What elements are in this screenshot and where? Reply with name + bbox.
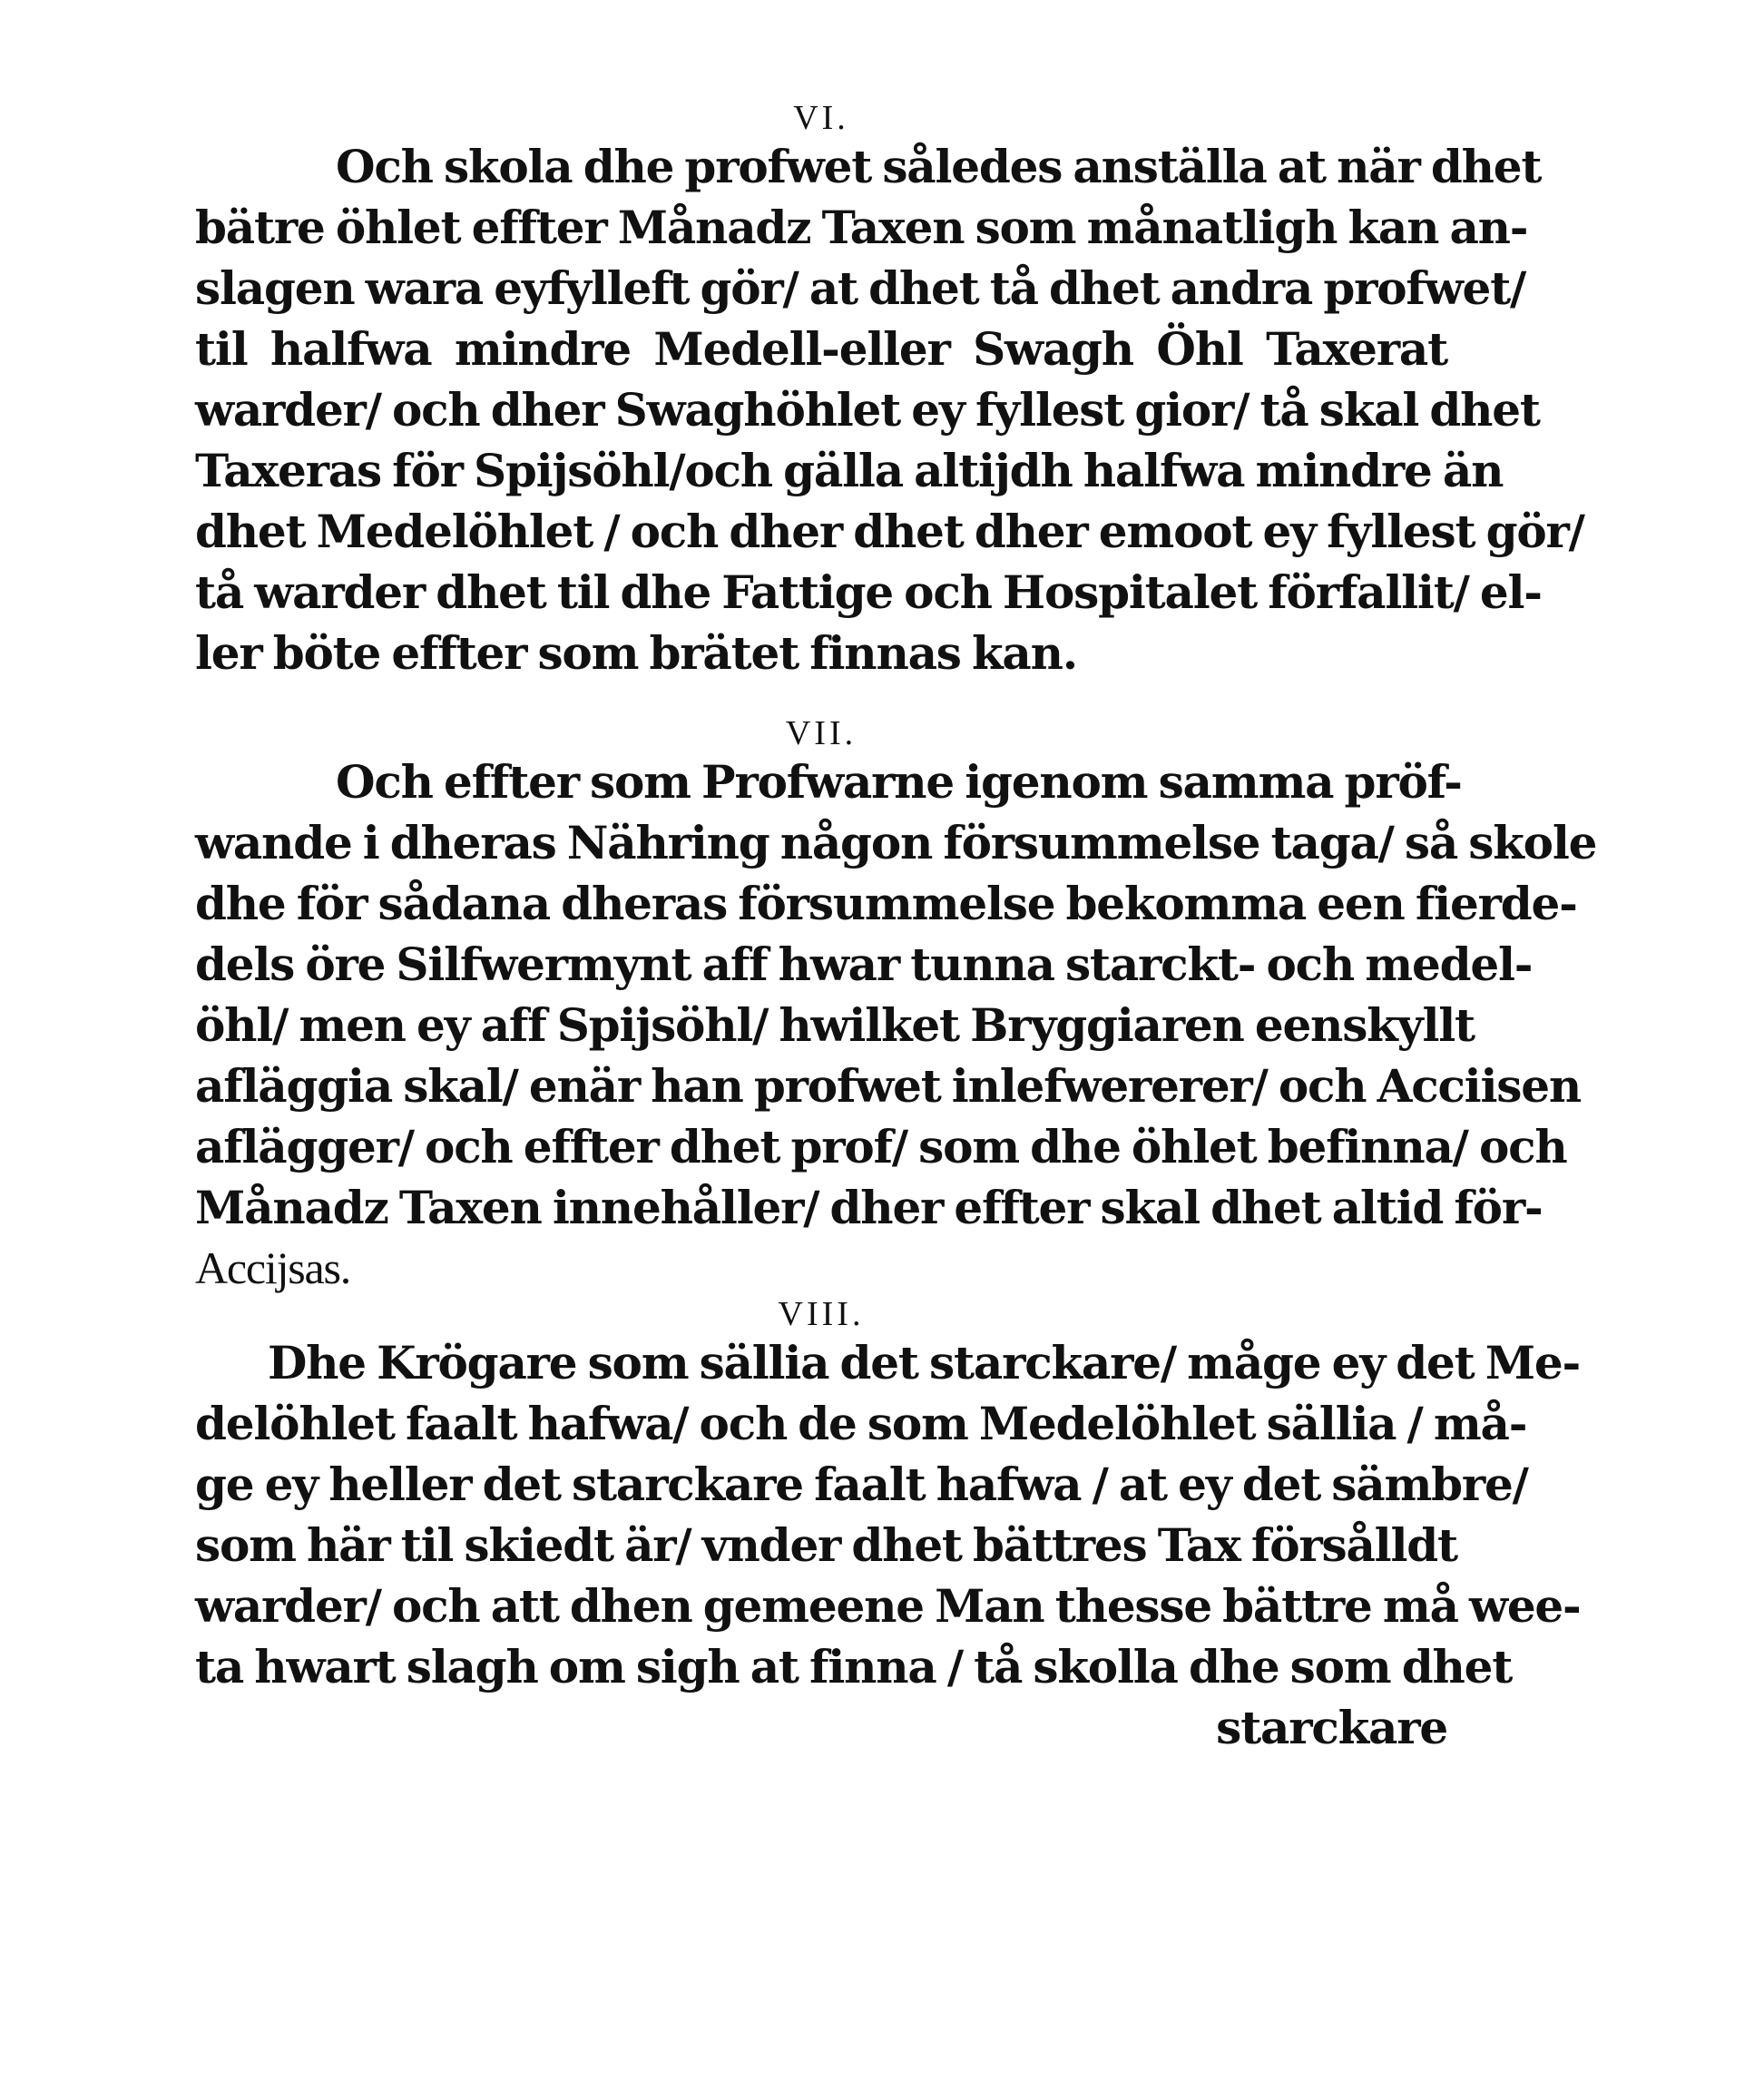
text-line: som här til skiedt är/ vnder dhet bättres Tax försålldt: [195, 1518, 1457, 1572]
text-line: Accijsas.: [195, 1242, 351, 1293]
text-line: wande i dheras Nähring någon försummelse taga/ så skole: [195, 816, 1597, 869]
section-heading: VIII.: [778, 1295, 865, 1333]
text-line: dhe för sådana dheras försummelse bekomma een fierde-: [195, 877, 1577, 930]
text-line: afläggia skal/ enär han profwet inlefwererer/ och Acciisen: [195, 1059, 1581, 1113]
text-line: Och skola dhe profwet således anställa at när dhet: [336, 140, 1542, 193]
text-line: aflägger/ och effter dhet prof/ som dhe öhlet befinna/ och: [195, 1120, 1567, 1173]
text-line: bätre öhlet effter Månadz Taxen som månatligh kan an-: [195, 201, 1528, 254]
document-page: [195, 99, 1597, 1915]
section-heading: VII.: [785, 714, 858, 752]
text-line: warder/ och dher Swaghöhlet ey fyllest gior/ tå skal dhet: [195, 383, 1540, 437]
text-line: Dhe Krögare som sällia det starckare/ måge ey det Me-: [268, 1336, 1581, 1389]
text-line: Taxeras för Spijsöhl/och gälla altijdh halfwa mindre än: [195, 444, 1504, 497]
section-heading: VI.: [793, 99, 849, 137]
text-line: Månadz Taxen innehåller/ dher effter skal dhet altid för-: [195, 1181, 1543, 1234]
text-line: dhet Medelöhlet / och dher dhet dher emoot ey fyllest gör/: [195, 505, 1584, 558]
text-line: öhl/ men ey aff Spijsöhl/ hwilket Bryggiaren eenskyllt: [195, 998, 1475, 1052]
section-vi: [195, 99, 1584, 683]
text-line: ta hwart slagh om sigh at finna / tå skolla dhe som dhet: [195, 1640, 1513, 1693]
section-vii: [195, 714, 1597, 1299]
section-viii: [195, 1295, 1581, 1758]
text-line: ler böte effter som brätet finnas kan.: [195, 626, 1077, 680]
text-line: warder/ och att dhen gemeene Man thesse bättre må wee-: [195, 1579, 1581, 1633]
text-line: tå warder dhet til dhe Fattige och Hospitalet förfallit/ el-: [195, 565, 1542, 619]
text-line: slagen wara eyfylleft gör/ at dhet tå dhet andra profwet/: [195, 261, 1526, 315]
text-line: delöhlet faalt hafwa/ och de som Medelöhlet sällia / må-: [195, 1397, 1527, 1450]
catchword: starckare: [1216, 1701, 1447, 1754]
text-line: til halfwa mindre Medell-eller Swagh Öhl Taxerat: [195, 322, 1447, 376]
text-line: dels öre Silfwermynt aff hwar tunna starckt- och medel-: [195, 938, 1533, 991]
text-line: Och effter som Profwarne igenom samma pröf-: [336, 755, 1462, 809]
text-line: ge ey heller det starckare faalt hafwa / at ey det sämbre/: [195, 1458, 1528, 1511]
